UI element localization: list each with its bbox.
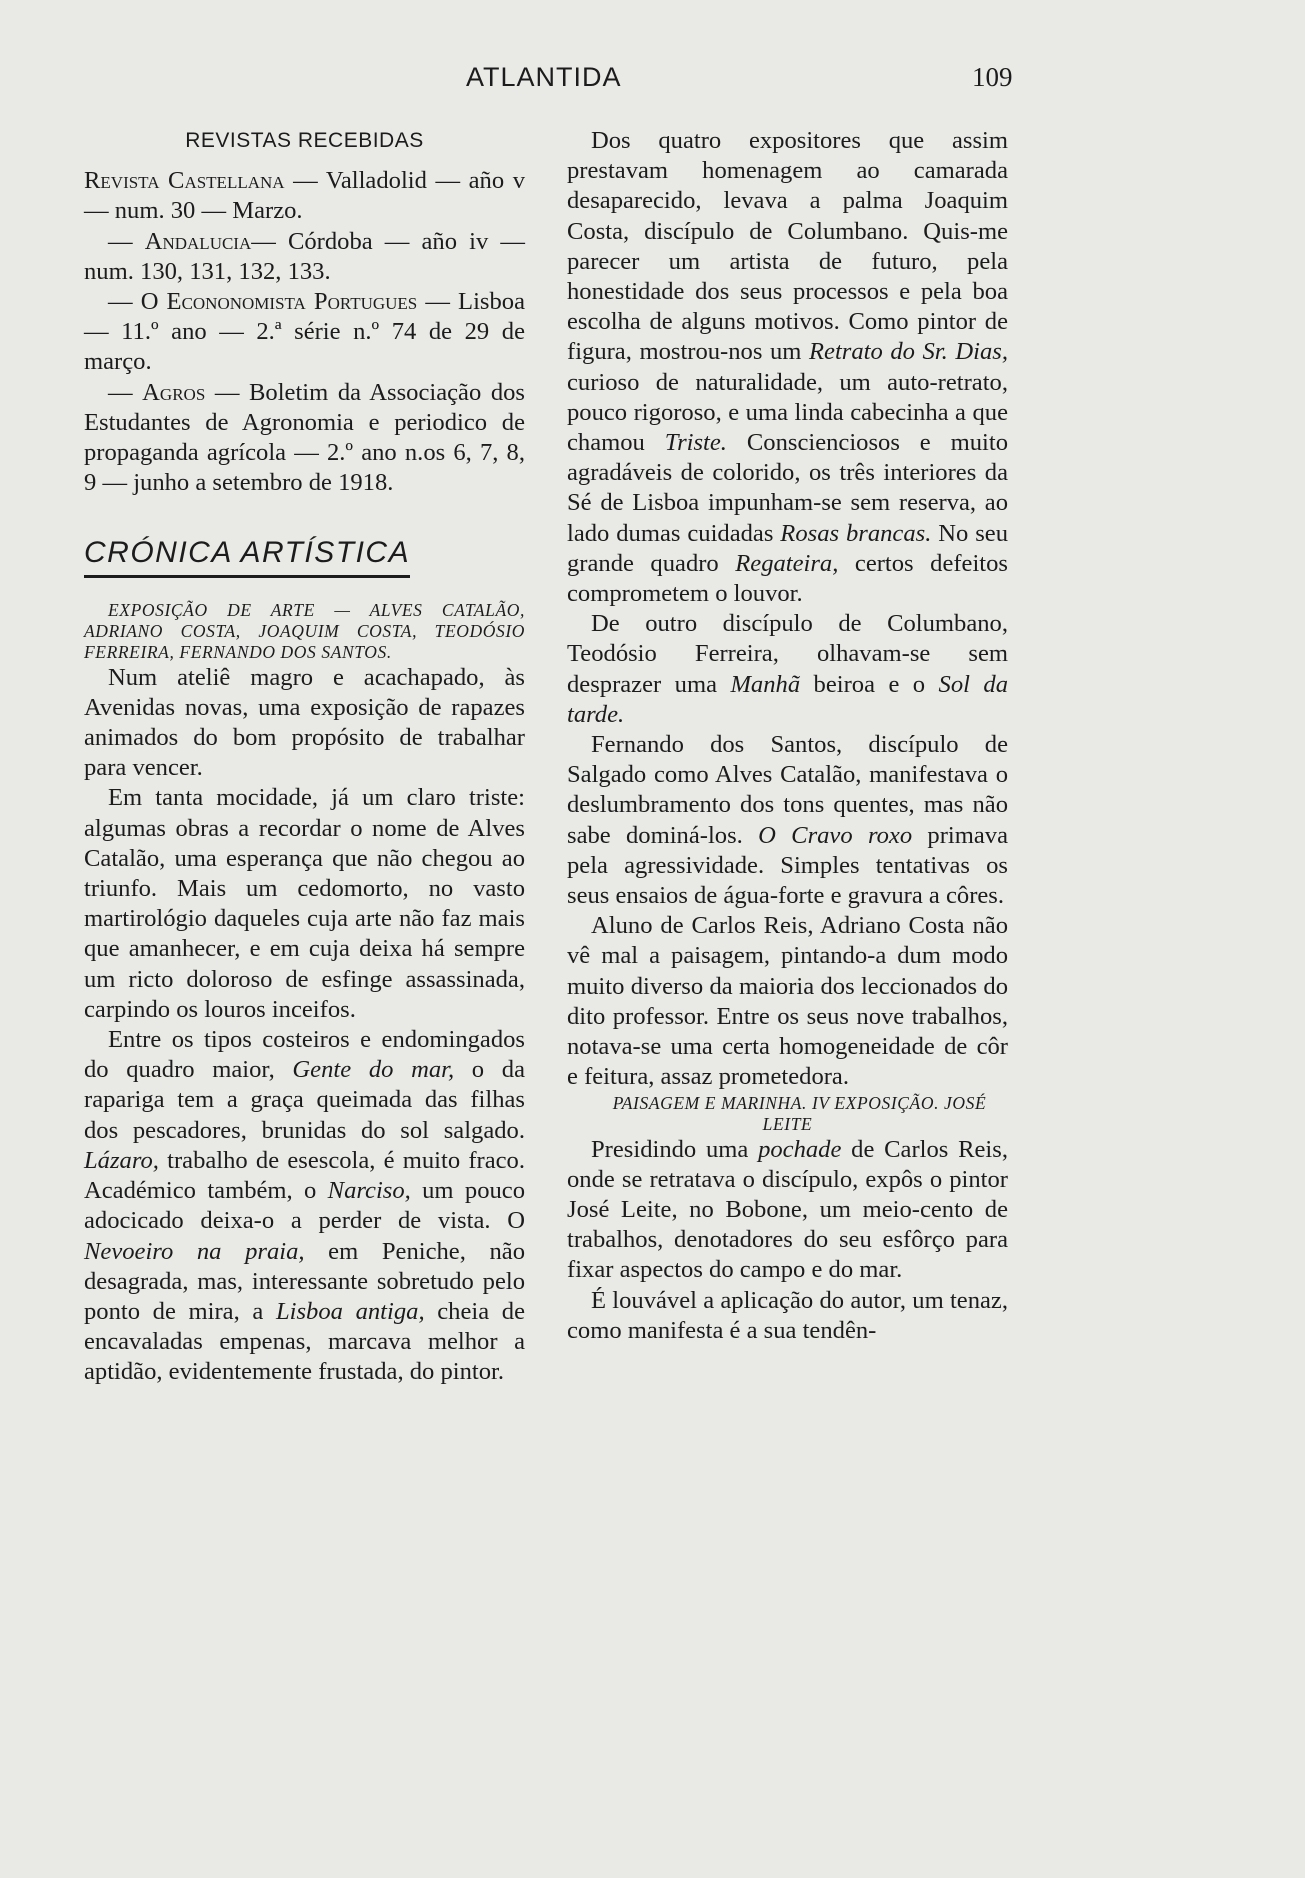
work-title: Gente do mar,: [292, 1056, 455, 1084]
work-title: Rosas brancas.: [780, 519, 932, 547]
work-title: Lisboa antiga,: [275, 1297, 425, 1325]
review-name: Revista Castellana: [84, 167, 285, 195]
review-entry: [84, 166, 525, 226]
paragraph: Em tanta mocidade, já um claro triste: algumas obras a recordar o nome de Alves Catalão, uma esperança que não chegou ao triunfo. Mais um cedomorto, no vasto martirológio daqueles cuja arte não faz mais que amanhecer, e em cuja deixa há sempre um ricto doloroso de esfinge assassinada, carpindo os louros inceifos.: [84, 784, 525, 1023]
text-run: cheia de encavaladas empenas, marcava melhor a aptidão, evidentemente frustada, do pintor.: [84, 1297, 525, 1386]
text-run: Fernando dos Santos, discípulo de Salgado como Alves Catalão, manifestava o deslumbramento dos tons quentes, mas não sabe dominá-los.: [567, 731, 1008, 849]
review-lead: —: [108, 227, 145, 255]
paragraph: [567, 126, 1008, 609]
running-title: ATLANTIDA: [466, 62, 622, 92]
paragraph: Aluno de Carlos Reis, Adriano Costa não vê mal a paisagem, pintando-a dum modo muito diverso da maioria dos leccionados do dito professor. Entre os seus nove trabalhos, notava-se uma certa homogeneidade de côr e feitura, assaz prometedora.: [567, 912, 1008, 1091]
review-entry: [84, 378, 525, 499]
exhibit-heading: EXPOSIÇÃO DE ARTE — ALVES CATALÃO, ADRIANO COSTA, JOAQUIM COSTA, TEODÓSIO FERREIRA, FERNANDO DOS SANTOS.: [84, 599, 525, 662]
work-title: Narciso,: [327, 1177, 411, 1205]
section-title-revistas: REVISTAS RECEBIDAS: [185, 129, 424, 152]
cronica-artistica-title: CRÓNICA ARTÍSTICA: [84, 538, 410, 577]
review-details: — Córdoba — año iv — num. 130, 131, 132, 133.: [84, 227, 525, 285]
review-details: — Lisboa — 11.º ano — 2.ª série n.º 74 de 29 de março.: [84, 288, 525, 376]
review-lead: — O: [108, 288, 167, 316]
work-title: Sol da tarde.: [567, 670, 1009, 728]
review-entry: [84, 287, 525, 378]
work-title: Manhã: [730, 670, 801, 698]
text-run: certos defeitos comprometem o louvor.: [567, 549, 1008, 608]
work-title: Triste.: [664, 429, 727, 457]
review-lead: —: [108, 378, 143, 406]
text-run: No seu grande quadro: [567, 519, 1008, 577]
work-title: Nevoeiro na praia,: [84, 1237, 305, 1265]
text-run: Presidindo uma: [591, 1135, 759, 1163]
text-run: de Carlos Reis, onde se retratava o discípulo, expôs o pintor José Leite, no Bobone, um meio-cento de trabalhos, denotadores do seu esfôrço para fixar aspectos do campo e do mar.: [567, 1135, 1008, 1284]
running-head: [0, 62, 1305, 102]
text-run: o da rapariga tem a graça queimada das filhas dos pescadores, brunidas do sol salgado.: [84, 1056, 525, 1144]
text-run: beiroa e o: [800, 670, 939, 698]
review-details: — Valladolid — año v — num. 30 — Marzo.: [84, 167, 525, 225]
text-run: um pouco adocicado deixa-o a perder de vista. O: [84, 1177, 526, 1235]
review-entry: [84, 227, 525, 287]
page-number: 109: [972, 62, 1013, 92]
work-title: Regateira,: [735, 549, 839, 577]
review-details: — Boletim da Associação dos Estudantes de Agronomia e periodico de propaganda agrícola — 2.º ano n.os 6, 7, 8, 9 — junho a setembro de 1918.: [84, 378, 525, 497]
review-name: Econonomista Portugues: [166, 288, 418, 316]
paragraph: Num ateliê magro e acachapado, às Avenidas novas, uma exposição de rapazes animados do bom propósito de trabalhar para vencer.: [84, 663, 525, 782]
paragraph: [567, 609, 1008, 730]
paragraph: [84, 1025, 525, 1387]
right-column: [567, 126, 1008, 1346]
paragraph: [567, 730, 1008, 911]
text-run: primava pela agressividade. Simples tentativas os seus ensaios de água-forte e gravura a côres.: [567, 821, 1008, 910]
work-title: Lázaro,: [84, 1146, 159, 1174]
text-run: De outro discípulo de Columbano, Teodósio Ferreira, olhavam-se sem desprazer uma: [567, 610, 1008, 698]
left-column: [84, 126, 525, 1388]
work-title: O Cravo roxo: [758, 821, 913, 849]
review-name: Agros: [142, 378, 206, 406]
text-run: curioso de naturalidade, um auto-retrato, pouco rigoroso, e uma linda cabecinha a que chamou: [567, 368, 1008, 457]
text-run: Conscienciosos e muito agradáveis de colorido, os três interiores da Sé de Lisboa impunham-se sem reserva, ao lado dumas cuidadas: [567, 429, 1008, 547]
text-run: Dos quatro expositores que assim prestavam homenagem ao camarada desaparecido, levava a palma Joaquim Costa, discípulo de Columbano. Quis-me parecer um artista de futuro, pela honestidade dos seus processos e pela boa escolha de alguns motivos. Como pintor de figura, mostrou-nos um: [567, 127, 1008, 366]
work-title: Retrato do Sr. Dias,: [809, 338, 1008, 366]
paragraph: É louvável a aplicação do autor, um tenaz, como manifesta é a sua tendên-: [567, 1286, 1008, 1344]
text-run: Entre os tipos costeiros e endomingados do quadro maior,: [84, 1026, 525, 1084]
work-title: pochade: [758, 1135, 842, 1163]
text-run: em Peniche, não desagrada, mas, interessante sobretudo pelo ponto de mira, a: [84, 1237, 525, 1325]
text-run: trabalho de esescola, é muito fraco. Académico também, o: [84, 1146, 525, 1205]
review-name: Andalucia: [144, 227, 252, 255]
exhibit-heading: PAISAGEM E MARINHA. IV EXPOSIÇÃO. JOSÉ LEITE: [612, 1092, 987, 1134]
paragraph: [567, 1135, 1008, 1286]
